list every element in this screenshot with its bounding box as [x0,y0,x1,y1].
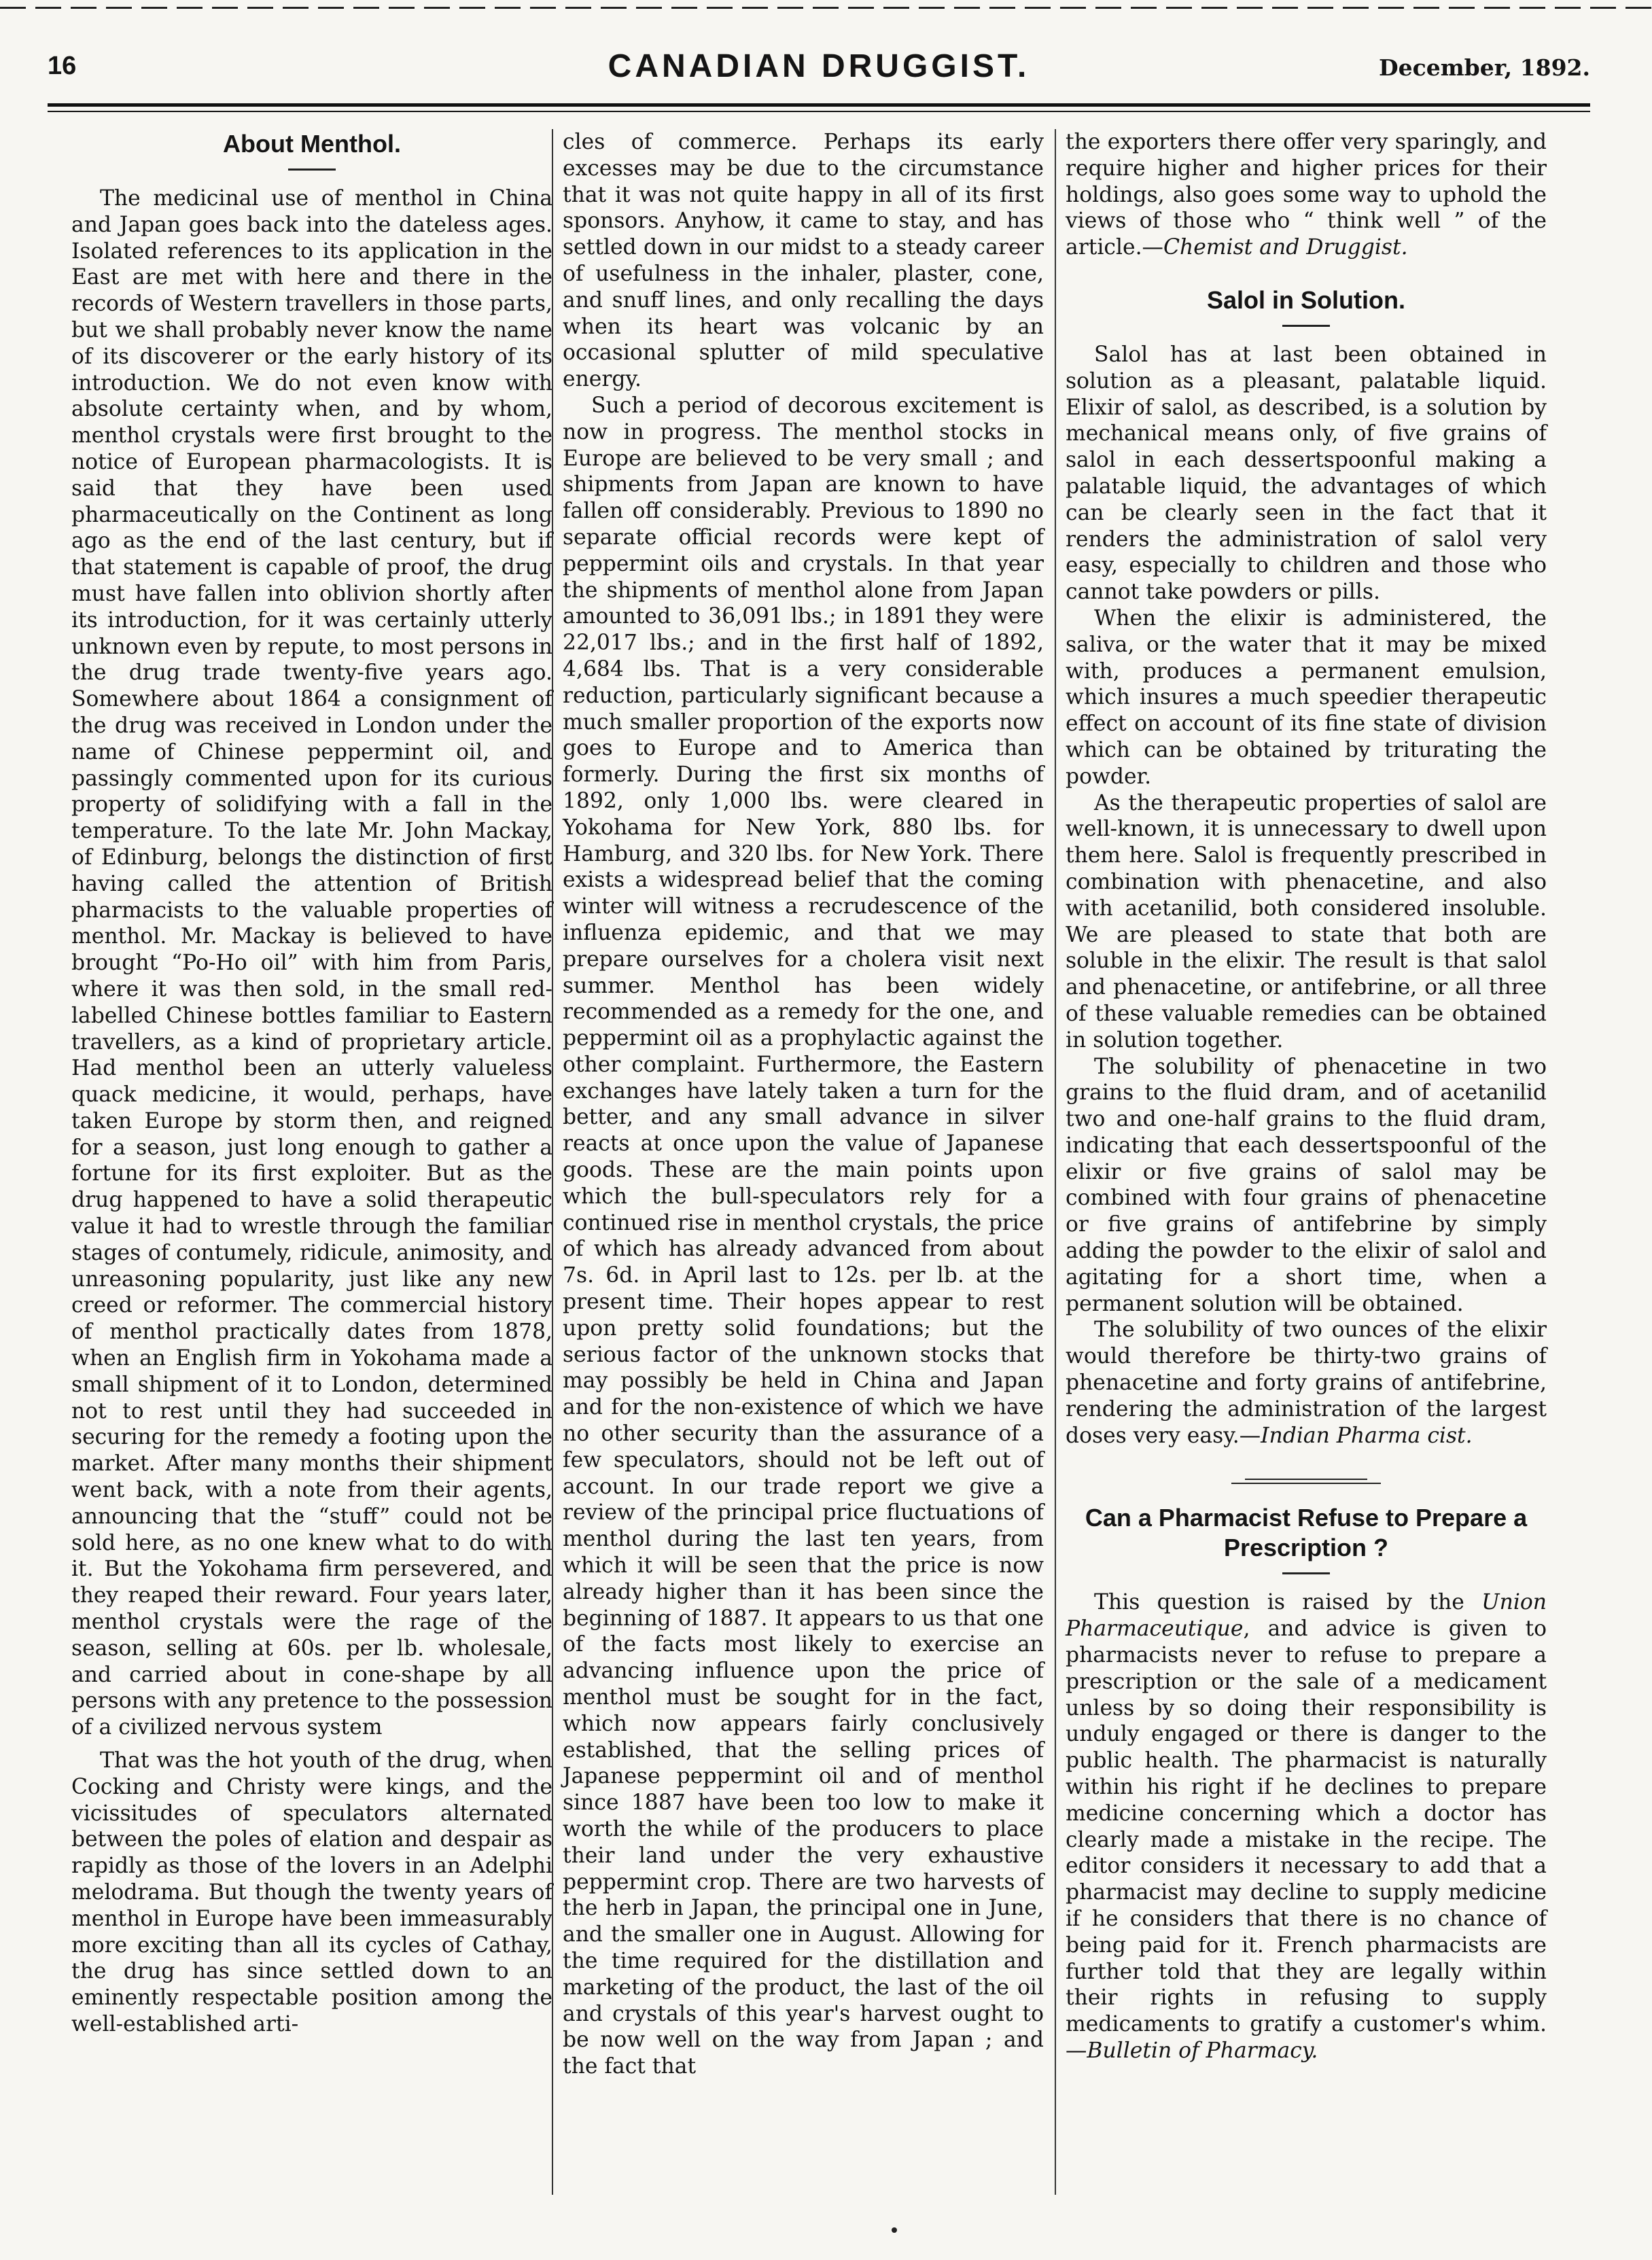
menthol-paragraph-2: That was the hot youth of the drug, when Cocking and Christy were kings, and the vicissitudes of speculators alternated between the poles of elation and despair as rapidly as those of the lovers in an Adelphi melodrama. But though the twenty years of menthol in Europe have been immeasurably more exciting than all its cycles of Cathay, the drug has since settled down to an eminently respectable position among the well-established arti- [71,1748,552,2036]
article-separator [1245,1479,1367,1480]
menthol-paragraph-2-continued: cles of commerce. Perhaps its early excesses may be due to the circumstance that it was not quite happy in all of its first sponsors. Anyhow, it came to stay, and has settled down in our midst to a steady career of usefulness in the inhaler, plaster, cone, and snuff lines, and only recalling the days when its heart was volcanic by an occasional splutter of mild speculative energy. [563,130,1044,392]
journal-name: Union Pharmaceutique [1066,1590,1547,1642]
article-title-pharmacist: Can a Pharmacist Refuse to Prepare a Prescription ? [1085,1504,1528,1562]
issue-date: December, 1892. [1379,54,1590,81]
pharmacist-credit: Bulletin of Pharmacy. [1087,2038,1318,2063]
salol-paragraph-5 [1066,1317,1547,1449]
column-3 [1066,129,1547,2064]
header-rule-thin [48,111,1590,112]
top-dashed-rule [0,7,1652,9]
page-header [48,48,1590,88]
title-rule [288,169,336,171]
pharmacist-paragraph-1 [1066,1589,1547,2064]
column-2 [563,129,1044,2080]
page-number: 16 [48,52,77,80]
pharmacist-text-end: , and advice is given to pharmacists never to refuse to prepare a prescription or the sale of a medicament unless by so doing their responsibility is unduly engaged or there is danger to the public health. The pharmacist is naturally within his right if he declines to prepare medicine concerning which a doctor has clearly made a mistake in the recipe. The editor considers it necessary to add that a pharmacist may decline to supply medicine if he considers that there is no chance of being paid for it. French pharmacists are further told that they are legally within their rights in refusing to supply medicaments to gratify a customer's whim.— [1066,1617,1547,2063]
article-title-menthol: About Menthol. [223,130,401,158]
column-1 [71,129,552,2038]
menthol-paragraph-3-continued [1066,129,1547,261]
pharmacist-text-start: This question is raised by the [1094,1590,1482,1615]
menthol-paragraph-3: Such a period of decorous excitement is now in progress. The menthol stocks in Europe are believed to be very small ; and shipments from Japan are known to have fallen off considerably. Previous to 1890 no separate official records were kept of peppermint oils and crystals. In that year the shipments of menthol alone from Japan amounted to 36,091 lbs.; in 1891 they were 22,017 lbs.; and in the first half of 1892, 4,684 lbs. That is a very considerable reduction, particularly significant because a much smaller proportion of the exports now goes to Europe and to America than formerly. During the first six months of 1892, only 1,000 lbs. were cleared in Yokohama for New York, 880 lbs. for Hamburg, and 320 lbs. for New York. There exists a widespread belief that the coming winter will witness a recrudescence of the influenza epidemic, and that we may prepare ourselves for a cholera visit next summer. Menthol has been widely recommended as a remedy for the one, and peppermint oil as a prophylactic against the other complaint. Furthermore, the Eastern exchanges have lately taken a turn for the better, and any small advance in silver reacts at once upon the value of Japanese goods. These are the main points upon which the bull-speculators rely for a continued rise in menthol crystals, the price of which has already advanced from about 7s. 6d. in April last to 12s. per lb. at the present time. Their hopes appear to rest upon pretty solid foundations; but the serious factor of the unknown stocks that may possibly be held in China and Japan and for the non-existence of which we have no other security than the assurance of a few speculators, should not be left out of account. In our trade report we give a review of the principal price fluctuations of menthol during the last ten years, from which it will be seen that the price is now already higher than it has been since the beginning of 1887. It appears to us that one of the facts most likely to exercise an advancing influence upon the price of menthol must be sought for in the fact, which now appears fairly conclusively established, that the selling prices of Japanese peppermint oil and of menthol since 1887 have been too low to make it worth the while of the producers to place their land under the very exhaustive peppermint crop. There are two harvests of the herb in Japan, the principal one in June, and the smaller one in August. Allowing for the time required for the distillation and marketing of the product, the last of the oil and crystals of this year's harvest ought to be now well on the way from Japan ; and the fact that [563,393,1044,2079]
menthol-paragraph-1: The medicinal use of menthol in China and Japan goes back into the dateless ages. Isolated references to its application in the East are met with here and there in the records of Western travellers in those parts, but we shall probably never know the name of its discoverer or the early history of its introduction. We do not even know with absolute certainty when, and by whom, menthol crystals were first brought to the notice of European pharmacologists. It is said that they have been used pharmaceutically on the Continent as long ago as the end of the last century, but if that statement is capable of proof, the drug must have fallen into oblivion shortly after its introduction, for it was certainly utterly unknown even by repute, to most persons in the drug trade twenty-five years ago. Somewhere about 1864 a consignment of the drug was received in London under the name of Chinese peppermint oil, and passingly commented upon for its curious property of solidifying with a fall in the temperature. To the late Mr. John Mackay, of Edinburg, belongs the distinction of first having called the attention of British pharmacists to the valuable properties of menthol. Mr. Mackay is believed to have brought “Po-Ho oil” with him from Paris, where it was then sold, in the small red-labelled Chinese bottles familiar to Eastern travellers, as a kind of proprietary article. Had menthol been an utterly valueless quack medicine, it would, perhaps, have taken Europe by storm then, and reigned for a season, just long enough to gather a fortune for its first exploiter. But as the drug happened to have a solid therapeutic value it had to wrestle through the familiar stages of contumely, ridicule, animosity, and unreasoning popularity, just like any new creed or reformer. The commercial history of menthol practically dates from 1878, when an English firm in Yokohama made a small shipment of it to London, determined not to rest until they had succeeded in securing for the remedy a footing upon the market. After many months their shipment went back, with a note from their agents, announcing that the “stuff” could not be sold here, as no one knew what to do with it. But the Yokohama firm persevered, and they reaped their reward. Four years later, menthol crystals were the rage of the season, selling at 60s. per lb. wholesale, and carried about in cone-shape by all persons with any pretence to the possession of a civilized nervous system [71,186,552,1740]
salol-paragraph-2: When the elixir is administered, the saliva, or the water that it may be mixed with, produces a permanent emulsion, which insures a much speedier therapeutic effect on account of its fine state of division which can be obtained by triturating the powder. [1066,605,1547,789]
title-rule [1282,1572,1330,1574]
salol-paragraph-4: The solubility of phenacetine in two grains to the fluid dram, and of acetanilid two and one-half grains to the fluid dram, indicating that each dessertspoonful of the elixir or five grains of salol may be combined with four grains of phenacetine or five grains of antifebrine by simply adding the powder to the elixir of salol and agitating for a short time, when a permanent solution will be obtained. [1066,1054,1547,1316]
header-rule-thick [48,103,1590,107]
salol-credit: Indian Pharma cist. [1261,1423,1473,1448]
menthol-credit: Chemist and Druggist. [1163,235,1408,260]
footer-dot [892,2227,897,2233]
article-title-salol: Salol in Solution. [1207,285,1405,314]
title-rule [1282,325,1330,327]
salol-closing-text: The solubility of two ounces of the elixir would therefore be thirty-two grains of phenacetine and forty grains of antifebrine, rendering the administration of the largest doses very easy.— [1066,1318,1547,1448]
masthead: CANADIAN DRUGGIST. [608,48,1030,84]
menthol-closing-text: the exporters there offer very sparingly, and require higher and higher prices for their holdings, also goes some way to uphold the views of those who “ think well ” of the article.— [1066,130,1547,260]
column-divider-2 [1055,129,1056,2195]
salol-paragraph-3: As the therapeutic properties of salol are well-known, it is unnecessary to dwell upon them here. Salol is frequently prescribed in combination with phenacetine, and also with acetanilid, both considered insoluble. We are pleased to state that both are soluble in the elixir. The result is that salol and phenacetine, or antifebrine, or all three of these valuable remedies can be obtained in solution together. [1066,790,1547,1053]
salol-paragraph-1: Salol has at last been obtained in solution as a pleasant, palatable liquid. Elixir of salol, as described, is a solution by mechanical means only, of five grains of salol in each dessertspoonful making a palatable liquid, the advantages of which can be clearly seen in the fact that it renders the administration of salol very easy, especially to children and those who cannot take powders or pills. [1066,342,1547,605]
article-separator [1231,1483,1381,1484]
